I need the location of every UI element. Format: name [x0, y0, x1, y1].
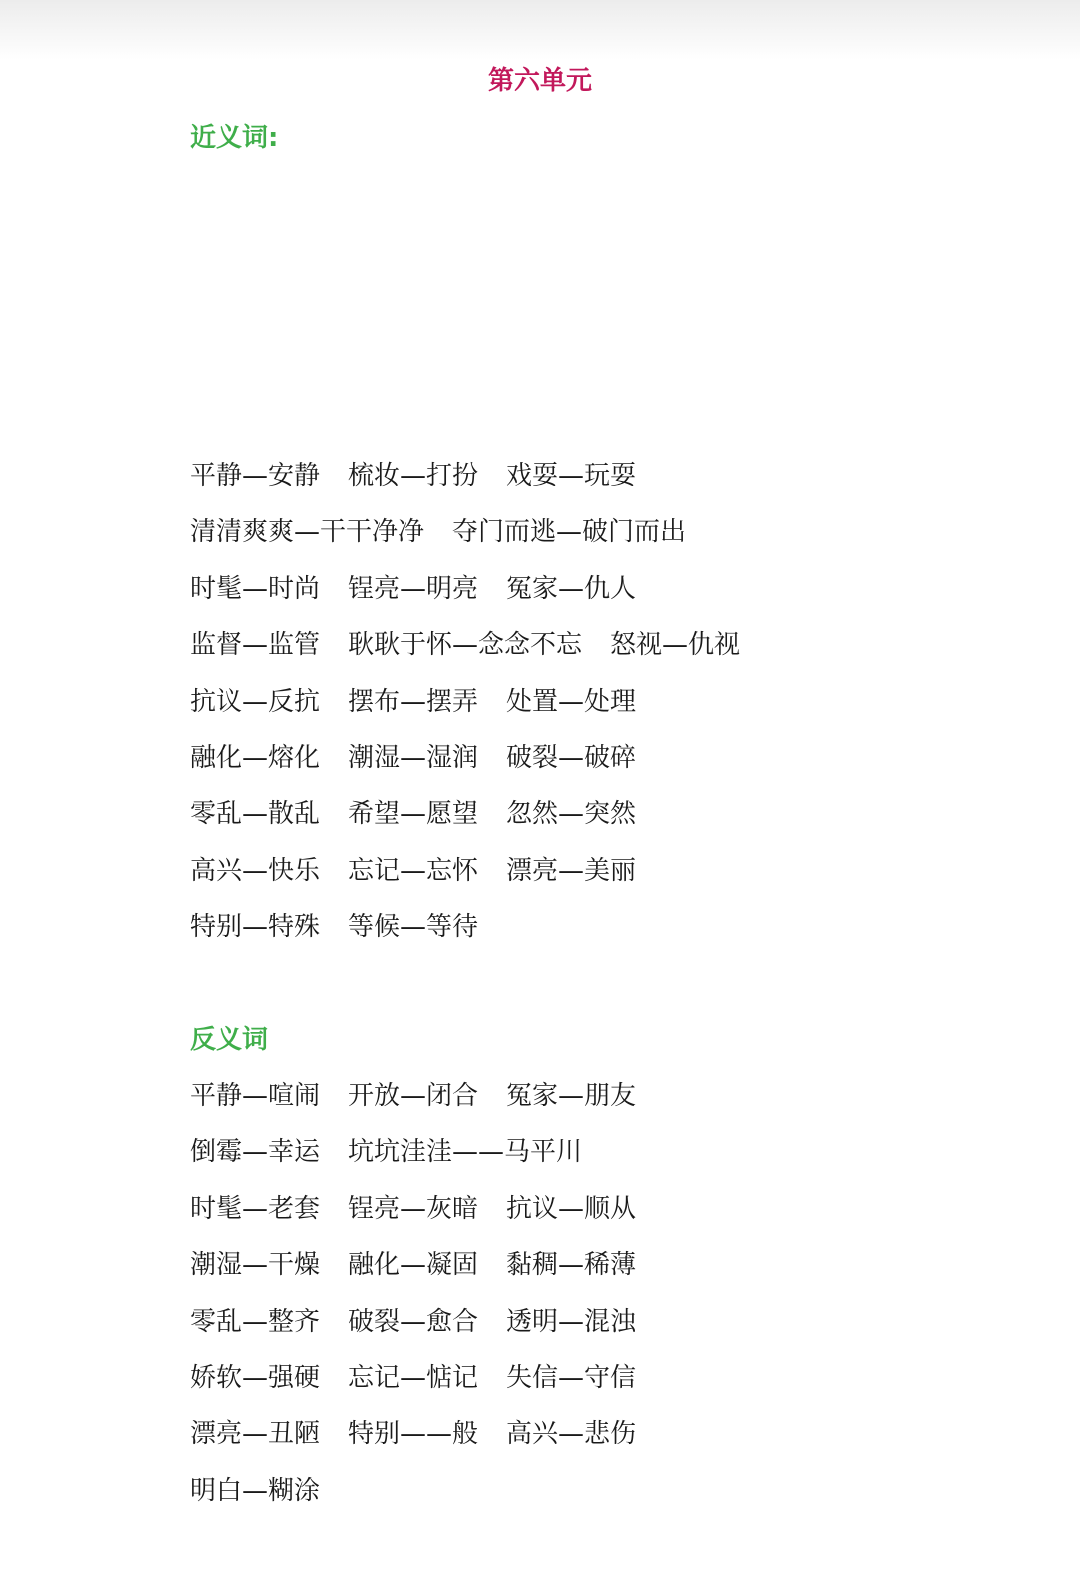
antonyms-row	[190, 1360, 664, 1416]
synonyms-pair: 夺门而逃—破门而出	[452, 517, 687, 548]
synonyms-row	[190, 684, 768, 740]
synonyms-pair: 忽然—突然	[506, 799, 637, 830]
synonyms-pair: 零乱—散乱	[190, 799, 321, 830]
synonyms-row	[190, 853, 768, 909]
antonyms-row	[190, 1134, 664, 1190]
antonyms-pair: 娇软—强硬	[190, 1362, 321, 1393]
synonyms-pair: 破裂—破碎	[506, 742, 637, 773]
antonyms-row	[190, 1247, 664, 1303]
antonyms-pair: 黏稠—稀薄	[506, 1250, 637, 1281]
synonyms-list	[190, 458, 768, 966]
antonyms-heading: 反义词	[190, 1025, 269, 1055]
antonyms-pair: 坑坑洼洼——马平川	[348, 1137, 583, 1168]
synonyms-pair: 监督—监管	[190, 630, 321, 661]
antonyms-pair: 平静—喧闹	[190, 1081, 321, 1111]
antonyms-pair: 高兴—悲伤	[506, 1419, 637, 1450]
antonyms-pair: 零乱—整齐	[190, 1306, 321, 1337]
antonyms-row	[190, 1304, 664, 1360]
synonyms-heading: 近义词:	[190, 123, 279, 153]
synonyms-pair: 时髦—时尚	[190, 573, 321, 604]
antonyms-pair: 潮湿—干燥	[190, 1250, 321, 1281]
antonyms-pair: 明白—糊涂	[190, 1475, 321, 1506]
antonyms-pair: 锃亮—灰暗	[348, 1193, 479, 1224]
antonyms-pair: 开放—闭合	[348, 1081, 479, 1111]
synonyms-row	[190, 740, 768, 796]
synonyms-row	[190, 909, 768, 965]
antonyms-pair: 融化—凝固	[348, 1250, 479, 1281]
synonyms-pair: 摆布—摆弄	[348, 686, 479, 717]
antonyms-pair: 失信—守信	[506, 1362, 637, 1393]
synonyms-pair: 潮湿—湿润	[348, 742, 479, 773]
synonyms-pair: 处置—处理	[506, 686, 637, 717]
synonyms-row	[190, 796, 768, 852]
antonyms-row	[190, 1191, 664, 1247]
antonyms-list	[190, 1078, 664, 1529]
synonyms-pair: 戏耍—玩耍	[506, 461, 637, 491]
synonyms-pair: 锃亮—明亮	[348, 573, 479, 604]
synonyms-pair: 清清爽爽—干干净净	[190, 517, 425, 548]
synonyms-pair: 特别—特殊	[190, 912, 321, 943]
antonyms-row	[190, 1416, 664, 1472]
antonyms-row	[190, 1078, 664, 1134]
synonyms-pair: 平静—安静	[190, 461, 321, 491]
synonyms-pair: 耿耿于怀—念念不忘	[348, 630, 583, 661]
antonyms-pair: 透明—混浊	[506, 1306, 637, 1337]
unit-title: 第六单元	[487, 66, 592, 96]
synonyms-pair: 高兴—快乐	[190, 855, 321, 886]
synonyms-row	[190, 571, 768, 627]
synonyms-pair: 梳妆—打扮	[348, 461, 479, 491]
synonyms-pair: 抗议—反抗	[190, 686, 321, 717]
antonyms-pair: 特别——般	[348, 1419, 479, 1450]
antonyms-pair: 破裂—愈合	[348, 1306, 479, 1337]
synonyms-pair: 希望—愿望	[348, 799, 479, 830]
synonyms-pair: 融化—熔化	[190, 742, 321, 773]
synonyms-row	[190, 458, 768, 514]
antonyms-pair: 抗议—顺从	[506, 1193, 637, 1224]
antonyms-pair: 忘记—惦记	[348, 1362, 479, 1393]
synonyms-row	[190, 627, 768, 683]
antonyms-pair: 漂亮—丑陋	[190, 1419, 321, 1450]
antonyms-pair: 倒霉—幸运	[190, 1137, 321, 1168]
antonyms-pair: 时髦—老套	[190, 1193, 321, 1224]
synonyms-pair: 忘记—忘怀	[348, 855, 479, 886]
synonyms-pair: 怒视—仇视	[610, 630, 741, 661]
synonyms-pair: 等候—等待	[348, 912, 479, 943]
synonyms-pair: 漂亮—美丽	[506, 855, 637, 886]
antonyms-pair: 冤家—朋友	[506, 1081, 637, 1111]
synonyms-pair: 冤家—仇人	[506, 573, 637, 604]
synonyms-row	[190, 514, 768, 570]
antonyms-row	[190, 1473, 664, 1529]
